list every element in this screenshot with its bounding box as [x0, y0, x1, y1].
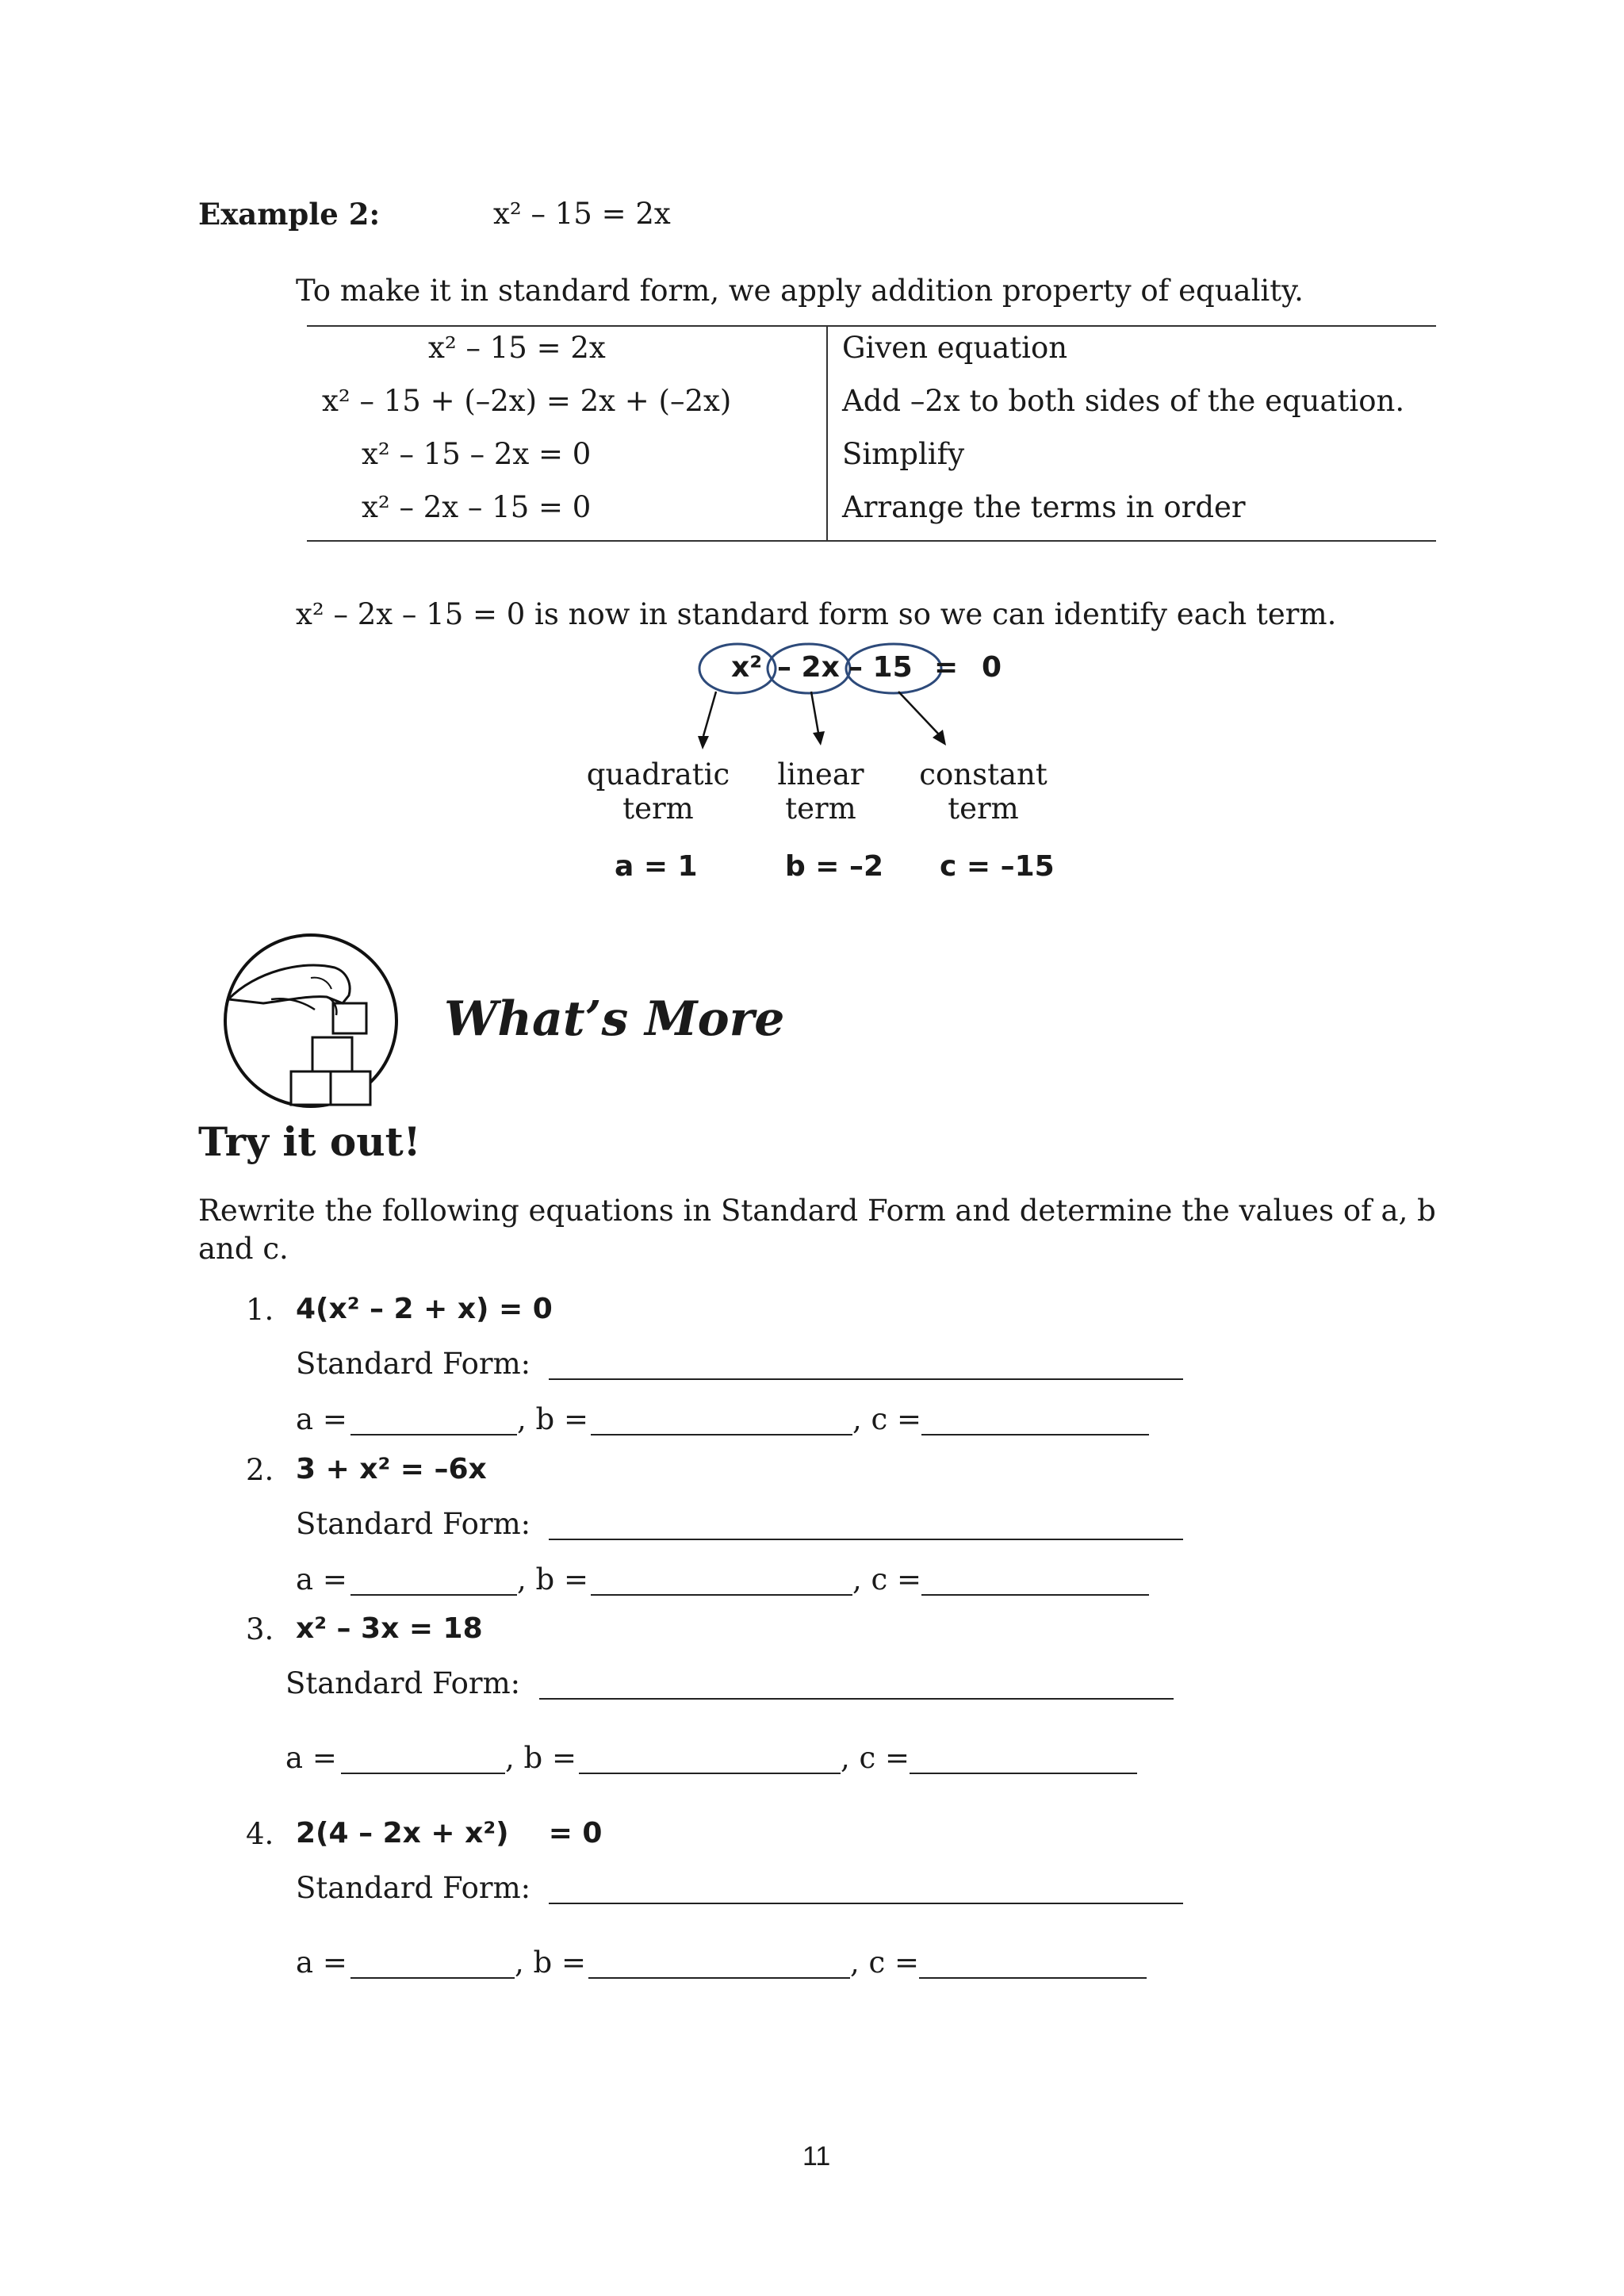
standard-form-label: Standard Form:	[296, 1347, 531, 1381]
c-label: , c =	[850, 1945, 920, 1980]
coefficient-a: a = 1	[615, 850, 698, 883]
standard-form-note: x² – 2x – 15 = 0 is now in standard form so we can identify each term.	[296, 597, 1337, 631]
c-blank[interactable]	[910, 1749, 1137, 1774]
page-number: 11	[802, 2141, 831, 2171]
problem-equation: x² – 3x = 18	[296, 1612, 483, 1645]
a-label: a =	[285, 1741, 337, 1775]
diagram-equals: =	[934, 651, 959, 684]
example-equation: x² – 15 = 2x	[493, 197, 671, 231]
c-blank[interactable]	[921, 1410, 1149, 1435]
b-blank[interactable]	[591, 1410, 852, 1435]
b-blank[interactable]	[579, 1749, 841, 1774]
instructions-line-2: and c.	[198, 1232, 289, 1266]
a-blank[interactable]	[350, 1410, 517, 1435]
try-it-title: Try it out!	[198, 1118, 421, 1165]
diagram-constant-term: – 15	[848, 651, 913, 684]
step-reason: Add –2x to both sides of the equation.	[842, 384, 1405, 418]
c-blank[interactable]	[921, 1570, 1149, 1596]
b-blank[interactable]	[588, 1953, 850, 1979]
step-reason: Simplify	[842, 437, 965, 471]
whats-more-title: What’s More	[444, 991, 785, 1047]
problem-equation: 4(x² – 2 + x) = 0	[296, 1293, 553, 1325]
step-equation: x² – 2x – 15 = 0	[362, 490, 592, 524]
standard-form-blank[interactable]	[539, 1674, 1174, 1700]
step-equation: x² – 15 – 2x = 0	[362, 437, 592, 471]
b-label: , b =	[517, 1402, 588, 1436]
coefficient-c: c = –15	[940, 850, 1055, 883]
standard-form-label: Standard Form:	[296, 1507, 531, 1541]
b-label: , b =	[505, 1741, 576, 1775]
table-top-rule	[307, 325, 1436, 327]
problem-equation: 2(4 – 2x + x²) = 0	[296, 1817, 603, 1849]
step-equation: x² – 15 + (–2x) = 2x + (–2x)	[322, 384, 732, 418]
diagram-rhs: 0	[982, 651, 1002, 684]
a-blank[interactable]	[350, 1953, 515, 1979]
a-label: a =	[296, 1562, 347, 1596]
a-label: a =	[296, 1402, 347, 1436]
standard-form-label: Standard Form:	[285, 1666, 521, 1700]
b-label: , b =	[517, 1562, 588, 1596]
example-intro: To make it in standard form, we apply addition property of equality.	[296, 274, 1304, 308]
linear-term-label: linear term	[777, 757, 864, 826]
step-reason: Given equation	[842, 331, 1068, 365]
example-label: Example 2:	[198, 197, 381, 232]
standard-form-label: Standard Form:	[296, 1871, 531, 1905]
problem-number: 1.	[246, 1293, 274, 1327]
problem-number: 3.	[246, 1612, 274, 1646]
c-label: , c =	[841, 1741, 910, 1775]
a-blank[interactable]	[341, 1749, 505, 1774]
standard-form-blank[interactable]	[549, 1515, 1183, 1540]
step-reason: Arrange the terms in order	[842, 490, 1246, 524]
constant-term-label: constant term	[919, 757, 1048, 826]
arrow-head	[813, 731, 825, 746]
diagram-linear-term: – 2x	[777, 651, 840, 684]
table-column-divider	[826, 325, 828, 542]
problem-number: 2.	[246, 1453, 274, 1487]
c-blank[interactable]	[919, 1953, 1147, 1979]
c-label: , c =	[852, 1402, 922, 1436]
table-bottom-rule	[307, 540, 1436, 542]
problem-number: 4.	[246, 1817, 274, 1851]
a-label: a =	[296, 1945, 347, 1980]
diagram-quadratic-term: x²	[731, 651, 762, 684]
step-equation: x² – 15 = 2x	[428, 331, 606, 365]
standard-form-blank[interactable]	[549, 1879, 1183, 1904]
instructions-line-1: Rewrite the following equations in Standard Form and determine the values of a, b	[198, 1194, 1436, 1228]
arrow-head	[698, 736, 709, 749]
quadratic-term-label: quadratic term	[586, 757, 730, 826]
hand-stacking-blocks-icon	[216, 924, 406, 1114]
c-label: , c =	[852, 1562, 922, 1596]
standard-form-blank[interactable]	[549, 1355, 1183, 1380]
a-blank[interactable]	[350, 1570, 517, 1596]
b-blank[interactable]	[591, 1570, 852, 1596]
coefficient-b: b = –2	[785, 850, 884, 883]
b-label: , b =	[515, 1945, 586, 1980]
arrow-head	[933, 730, 946, 746]
problem-equation: 3 + x² = –6x	[296, 1453, 487, 1485]
